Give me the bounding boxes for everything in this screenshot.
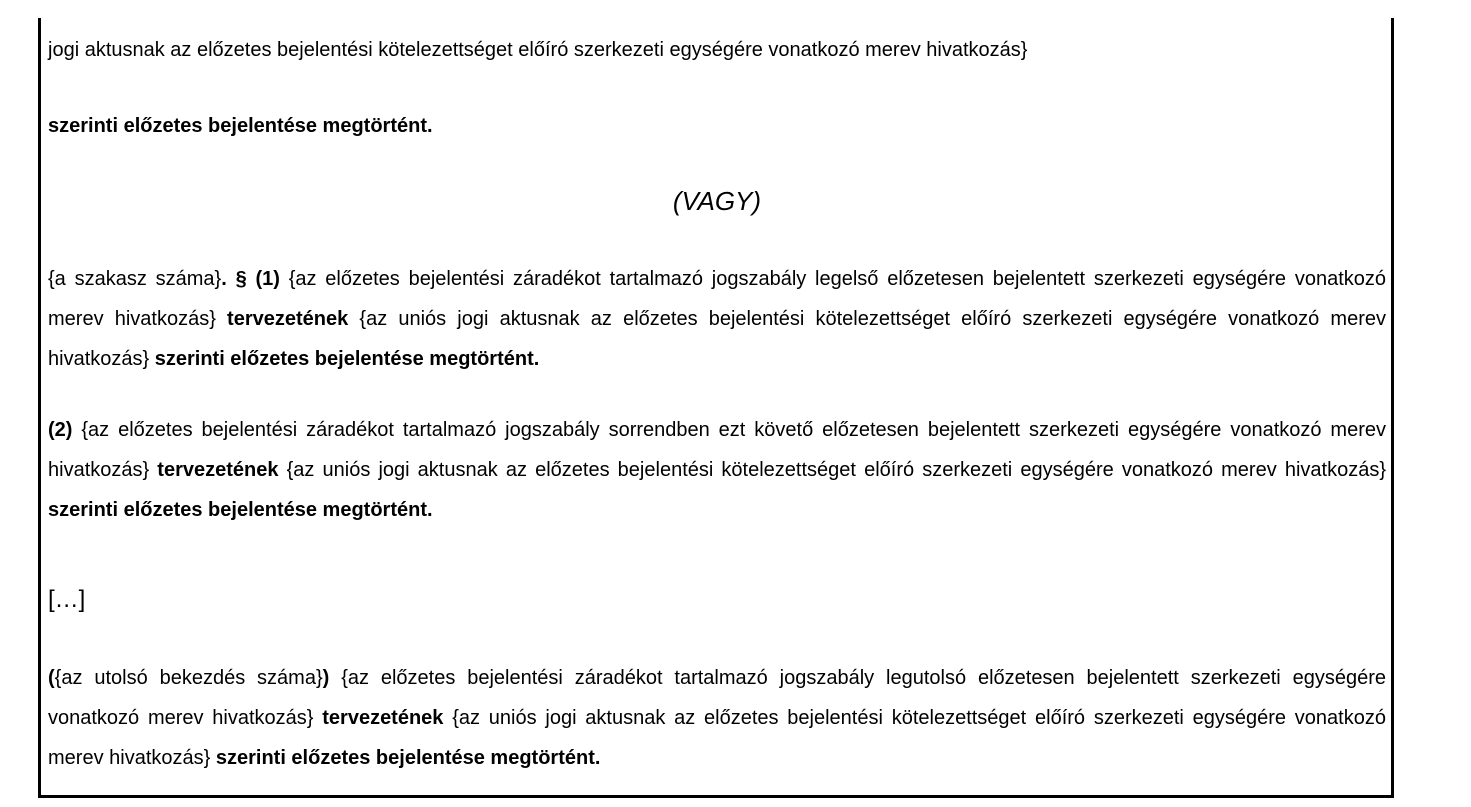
bold-term: tervezetének	[227, 308, 349, 330]
paragraph-3	[48, 658, 1386, 778]
paragraph-number-placeholder: {az utolsó bekezdés száma}	[54, 667, 323, 689]
text-line-2: szerinti előzetes bejelentése megtörtént.	[48, 115, 433, 137]
reference-text: {az uniós jogi aktusnak az előzetes bejelentési kötelezettséget előíró szerkezeti egységére vonatkozó merev hivatkozás}	[278, 459, 1387, 481]
paragraph-1	[48, 259, 1386, 379]
text-line-1: jogi aktusnak az előzetes bejelentési kötelezettséget előíró szerkezeti egységére vonatkozó merev hivatkozás}	[48, 39, 1028, 61]
bold-term: tervezetének	[157, 459, 279, 481]
reference-text: {az előzetes bejelentési záradékot tartalmazó jogszabály legutolsó előzetesen bejelentett szerkezeti egységére vonatkozó merev hivatkozás}	[48, 667, 1387, 729]
reference-text: {az előzetes bejelentési záradékot tartalmazó jogszabály sorrendben ezt követő előzetesen bejelentett szerkezeti egységére vonatkozó merev hivatkozás}	[48, 419, 1386, 481]
section-number-placeholder: {a szakasz száma}	[48, 268, 222, 290]
or-label: (VAGY)	[672, 186, 762, 216]
bold-term: tervezetének	[322, 707, 444, 729]
close-paren: )	[322, 667, 330, 689]
reference-text: {az előzetes bejelentési záradékot tartalmazó jogszabály legelső előzetesen bejelentett szerkezeti egységére vonatkozó merev hivatkozás}	[48, 268, 1386, 330]
bold-conclusion: szerinti előzetes bejelentése megtörtént.	[215, 747, 601, 769]
reference-text: {az uniós jogi aktusnak az előzetes bejelentési kötelezettséget előíró szerkezeti egységére vonatkozó merev hivatkozás}	[48, 308, 1386, 370]
open-paren: (	[48, 667, 55, 689]
reference-text: {az uniós jogi aktusnak az előzetes bejelentési kötelezettséget előíró szerkezeti egységére vonatkozó merev hivatkozás}	[48, 707, 1386, 769]
section-marker: . § (1)	[221, 268, 289, 290]
ellipsis: […]	[48, 586, 86, 613]
bold-conclusion: szerinti előzetes bejelentése megtörtént.	[48, 499, 433, 521]
bold-conclusion: szerinti előzetes bejelentése megtörtént.	[154, 348, 540, 370]
paragraph-number: (2)	[48, 419, 82, 441]
paragraph-2	[48, 410, 1386, 530]
